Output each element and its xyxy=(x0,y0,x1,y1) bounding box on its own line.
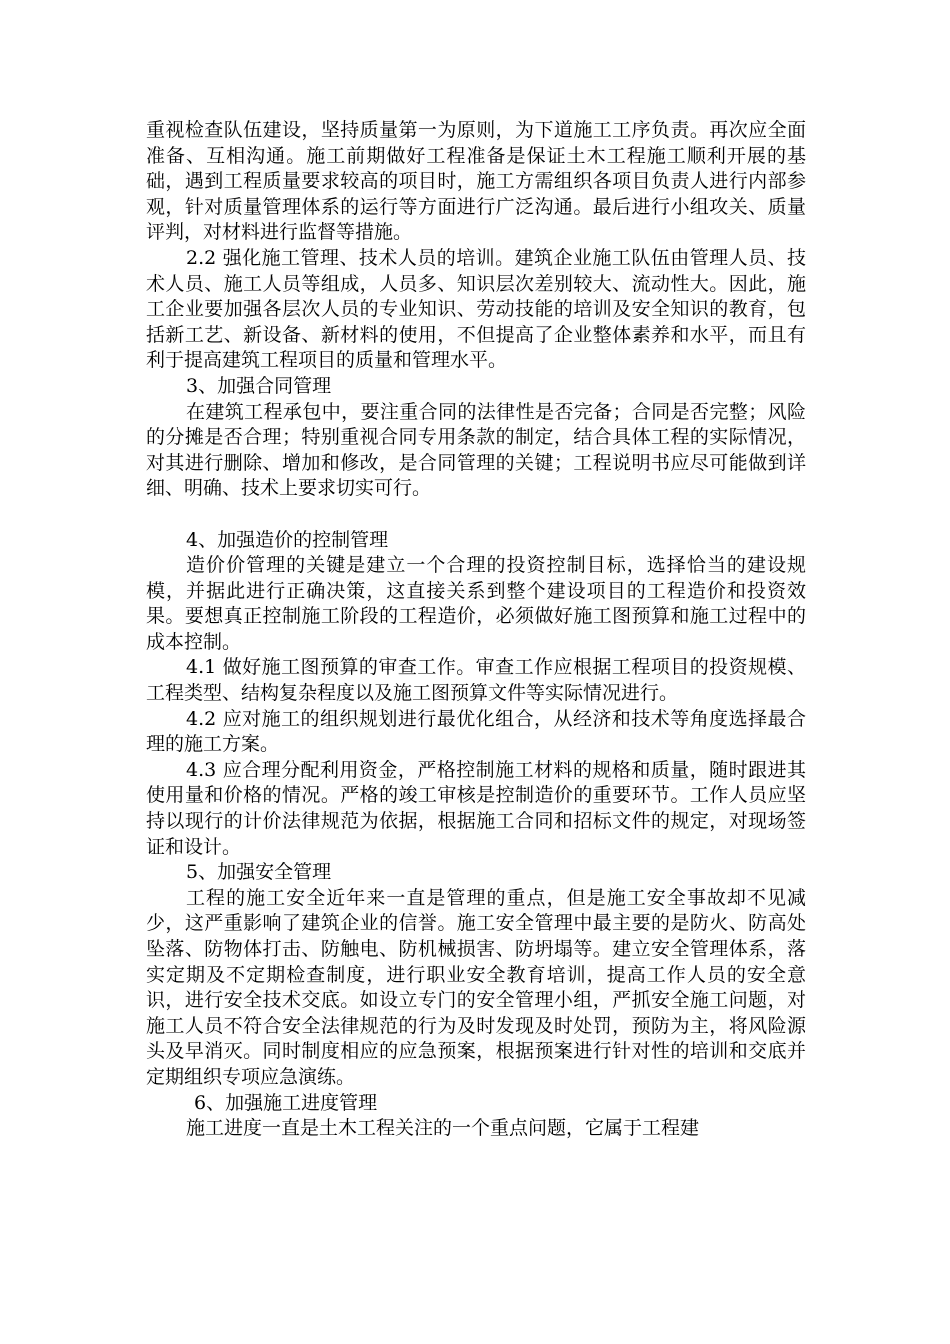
heading-3-contract-management: 3、加强合同管理 xyxy=(186,374,332,397)
paragraph-cost-control: 造价价管理的关键是建立一个合理的投资控制目标，选择恰当的建设规模，并据此进行正确决策，这直接关系到整个建设项目的工程造价和投资效果。要想真正控制施工阶段的工程造价，必须做好施工图预算和施工过程中的成本控制。 xyxy=(146,554,806,653)
paragraph-progress: 施工进度一直是土木工程关注的一个重点问题，它属于工程建 xyxy=(186,1117,700,1140)
paragraph-4-1-budget-review: 4.1 做好施工图预算的审查工作。审查工作应根据工程项目的投资规模、工程类型、结构复杂程度以及施工图预算文件等实际情况进行。 xyxy=(146,656,806,705)
paragraph-2-2-training: 2.2 强化施工管理、技术人员的培训。建筑企业施工队伍由管理人员、技术人员、施工人员等组成，人员多、知识层次差别较大、流动性大。因此，施工企业要加强各层次人员的专业知识、劳动技能的培训及安全知识的教育，包括新工艺、新设备、新材料的使用，不但提高了企业整体素养和水平，而且有利于提高建筑工程项目的质量和管理水平。 xyxy=(146,246,806,372)
paragraph-safety: 工程的施工安全近年来一直是管理的重点，但是施工安全事故却不见减少，这严重影响了建筑企业的信誉。施工安全管理中最主要的是防火、防高处坠落、防物体打击、防触电、防机械损害、防坍塌等。建立安全管理体系，落实定期及不定期检查制度，进行职业安全教育培训，提高工作人员的安全意识，进行安全技术交底。如设立专门的安全管理小组，严抓安全施工问题，对施工人员不符合安全法律规范的行为及时发现及时处罚，预防为主，将风险源头及早消灭。同时制度相应的应急预案，根据预案进行针对性的培训和交底并定期组织专项应急演练。 xyxy=(146,886,806,1088)
blank-line xyxy=(146,502,806,528)
paragraph-quality-continued: 重视检查队伍建设，坚持质量第一为原则，为下道施工工序负责。再次应全面准备、互相沟通。施工前期做好工程准备是保证土木工程施工顺利开展的基础，遇到工程质量要求较高的项目时，施工方需组织各项目负责人进行内部参观，针对质量管理体系的运行等方面进行广泛沟通。最后进行小组攻关、质量评判，对材料进行监督等措施。 xyxy=(146,119,806,244)
heading-5-safety-management: 5、加强安全管理 xyxy=(186,861,332,884)
document-body xyxy=(146,118,806,1142)
heading-4-cost-control: 4、加强造价的控制管理 xyxy=(186,528,389,551)
paragraph-contract: 在建筑工程承包中，要注重合同的法律性是否完备；合同是否完整；风险的分摊是否合理；特别重视合同专用条款的制定，结合具体工程的实际情况，对其进行删除、增加和修改，是合同管理的关键；工程说明书应尽可能做到详细、明确、技术上要求切实可行。 xyxy=(146,400,806,500)
heading-6-progress-management: 6、加强施工进度管理 xyxy=(194,1091,378,1114)
paragraph-4-2-optimization: 4.2 应对施工的组织规划进行最优化组合，从经济和技术等角度选择最合理的施工方案。 xyxy=(146,707,806,756)
paragraph-4-3-funds: 4.3 应合理分配利用资金，严格控制施工材料的规格和质量，随时跟进其使用量和价格的情况。严格的竣工审核是控制造价的重要环节。工作人员应坚持以现行的计价法律规范为依据，根据施工合同和招标文件的规定，对现场签证和设计。 xyxy=(146,758,806,858)
